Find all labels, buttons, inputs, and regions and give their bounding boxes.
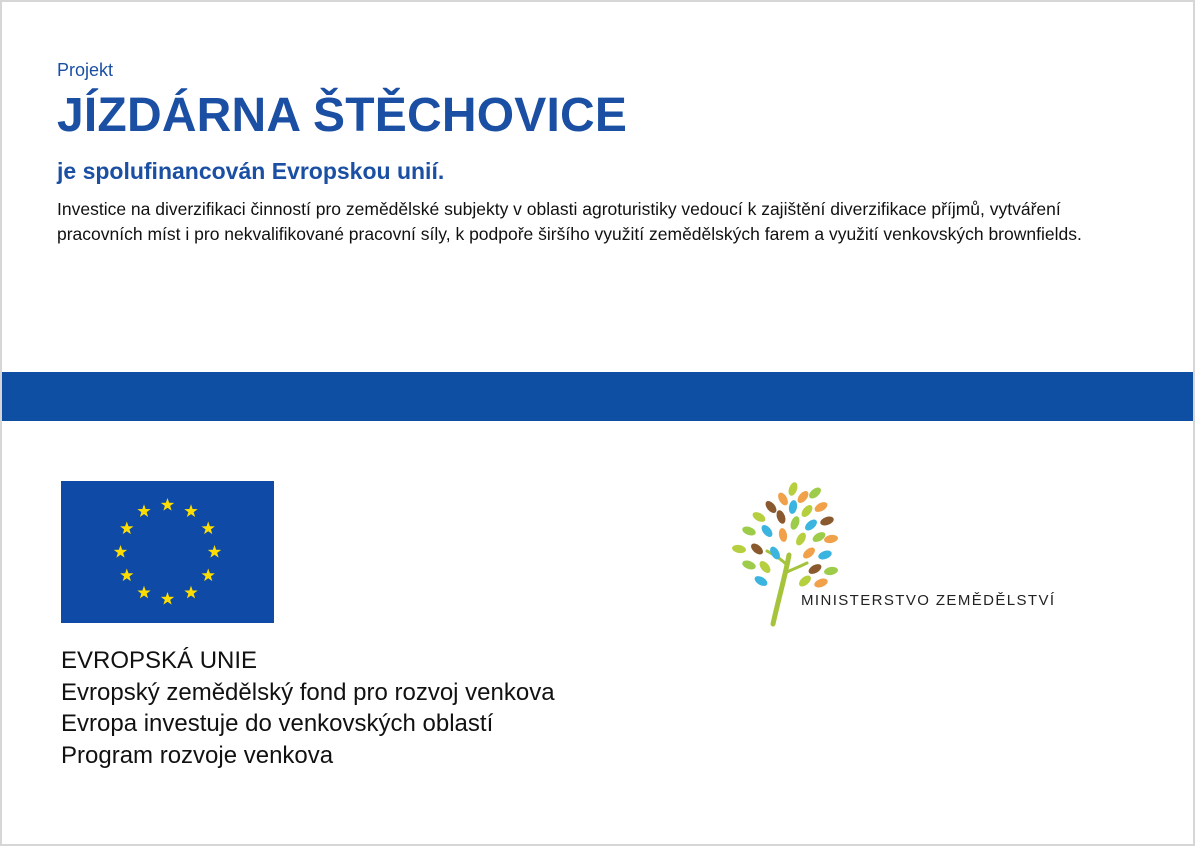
eu-text-block (61, 645, 555, 771)
eu-star-icon (161, 498, 174, 511)
project-title: JÍZDÁRNA ŠTĚCHOVICE (57, 89, 628, 142)
eu-star-icon (202, 569, 215, 582)
project-label: Projekt (57, 60, 114, 80)
eu-line-invests: Evropa investuje do venkovských oblastí (61, 710, 494, 737)
eu-star-icon (114, 545, 127, 558)
eu-line-program: Program rozvoje venkova (61, 741, 334, 769)
eu-star-icon (184, 586, 197, 599)
eu-star-icon (202, 522, 215, 535)
eu-star-icon (161, 592, 174, 605)
eu-star-icon (137, 504, 150, 517)
eu-star-icon (137, 586, 150, 599)
blue-divider-band (2, 372, 1193, 421)
eu-line-union: EVROPSKÁ UNIE (61, 647, 258, 674)
project-description: Investice na diverzifikaci činností pro zemědělské subjekty v oblasti agroturistiky vedoucí k zajištění diverzifikace příjmů, vytváření pracovních míst i pro nekvalifikované pracovní síly, k podpoře širšího využití zemědělských farem a využití venkovských brownfields. (57, 199, 1082, 244)
eu-star-icon (120, 569, 133, 582)
eu-flag-icon (61, 481, 274, 623)
ministry-name: MINISTERSTVO ZEMĚDĚLSTVÍ (801, 592, 1056, 609)
funding-statement: je spolufinancován Evropskou unií. (57, 158, 445, 184)
eu-star-icon (120, 522, 133, 535)
eu-line-fund: Evropský zemědělský fond pro rozvoj venkova (61, 678, 555, 706)
eu-star-icon (184, 504, 197, 517)
eu-star-icon (208, 545, 221, 558)
